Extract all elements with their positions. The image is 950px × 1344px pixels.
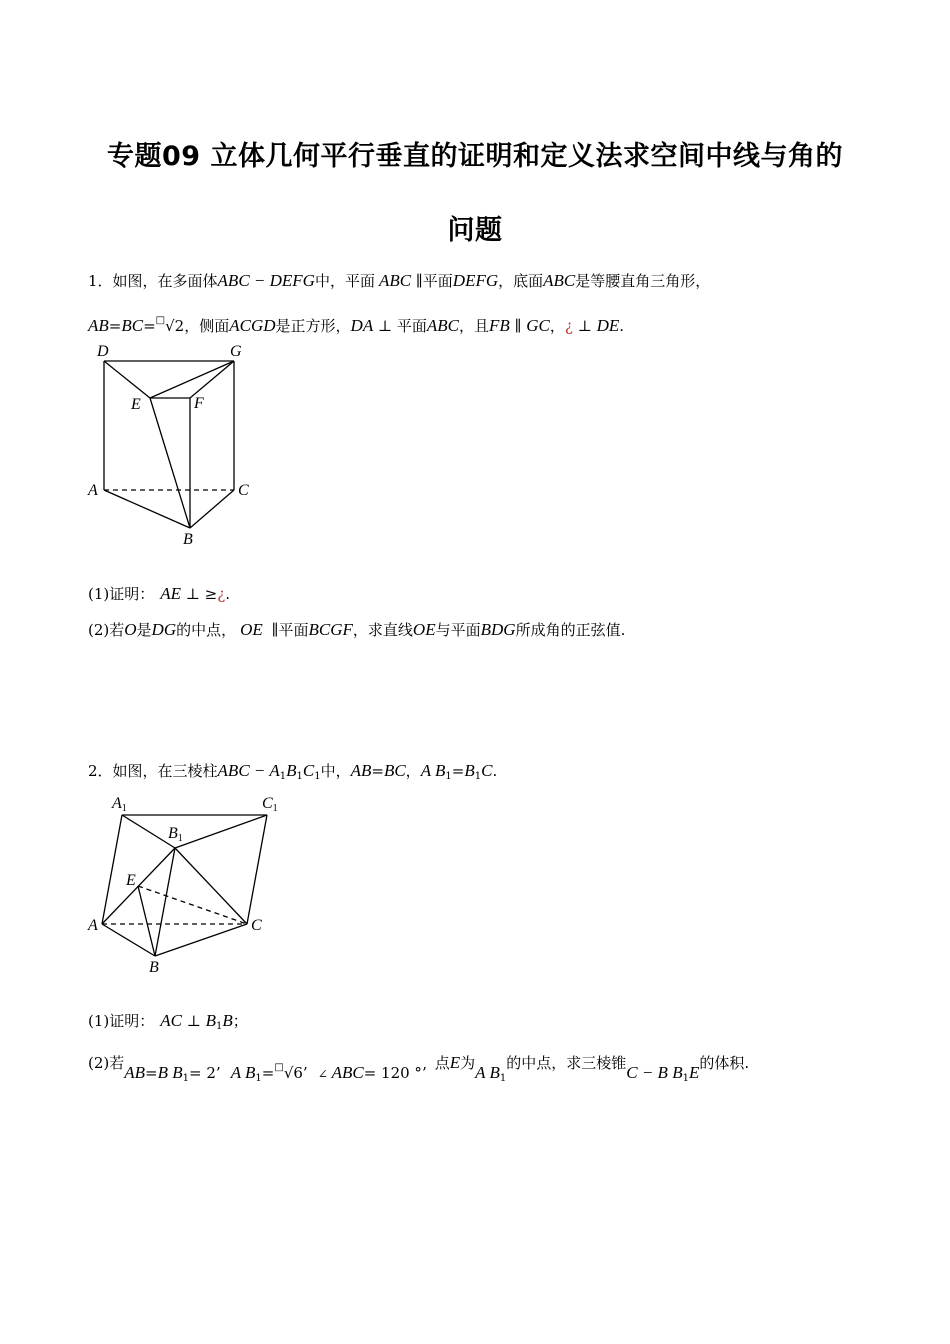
text: ， — [405, 762, 421, 780]
math: E — [688, 1063, 700, 1082]
math: DE — [596, 316, 620, 335]
math: AE — [160, 584, 182, 603]
math: ABC — [378, 271, 412, 290]
edge-B1C — [175, 848, 247, 924]
radical-index: □ — [274, 1062, 284, 1073]
text: 所成角的正弦值. — [515, 621, 626, 639]
subscript: 1 — [216, 1021, 223, 1032]
math: O — [124, 620, 137, 639]
text: ，且 — [459, 317, 490, 335]
math: = 120 ° — [363, 1064, 422, 1082]
math: BDG — [480, 620, 516, 639]
text: 平面 — [278, 621, 309, 639]
separator: ’ — [421, 1064, 427, 1082]
subscript: 1 — [314, 771, 321, 782]
math: AB — [88, 316, 109, 335]
q2-figure — [85, 790, 295, 980]
garbled-char: ¿ — [217, 585, 226, 603]
math: BCGF — [308, 620, 353, 639]
math: C — [481, 761, 493, 780]
math: BC — [121, 316, 144, 335]
perp-symbol: ⊥ — [181, 1012, 206, 1030]
edge-EB — [138, 886, 155, 956]
text: ，底面 — [498, 272, 544, 290]
math: B B — [157, 1063, 183, 1082]
separator: ’ — [302, 1064, 308, 1082]
math: BC — [383, 761, 406, 780]
edge-CB — [190, 490, 234, 528]
label-A: A — [88, 482, 98, 499]
edge-EC-hidden — [138, 886, 247, 924]
math: = — [108, 317, 122, 335]
text: 点 — [434, 1054, 450, 1072]
part-number: (2)若 — [88, 1054, 125, 1072]
math: ABC — [426, 316, 459, 335]
math: DG — [151, 620, 177, 639]
label-B: B — [183, 531, 193, 548]
math: ACGD — [229, 316, 276, 335]
math: B — [205, 1011, 217, 1030]
math: B — [286, 761, 297, 780]
math: AC — [160, 1011, 182, 1030]
math: ABC — [331, 1063, 364, 1082]
text: 的中点， — [176, 621, 237, 639]
q2-stem-line1 — [88, 760, 497, 788]
edge-AB — [104, 490, 190, 528]
subscript: 1 — [445, 771, 452, 782]
label-C: C — [251, 917, 262, 934]
text: ， — [549, 317, 565, 335]
q2-part1 — [88, 1010, 248, 1038]
edge-C1B1 — [175, 815, 267, 848]
math: C — [302, 761, 315, 780]
edge-B1B — [155, 848, 175, 956]
math: B — [464, 761, 475, 780]
math: ABC − DEFG — [217, 271, 315, 290]
text: 是正方形， — [275, 317, 351, 335]
text: ，求直线 — [352, 621, 413, 639]
q1-part2 — [88, 619, 625, 641]
text: ； — [232, 1012, 248, 1030]
math: DA — [350, 316, 374, 335]
math: AB — [350, 761, 372, 780]
edge-GF — [190, 361, 234, 398]
math: = — [261, 1064, 275, 1082]
angle-symbol: ∠ — [317, 1067, 332, 1081]
radical-index: □ — [155, 315, 166, 326]
subscript: 1 — [474, 771, 482, 782]
math: OE — [412, 620, 436, 639]
part-number: (2)若 — [88, 621, 125, 639]
text: 与平面 — [435, 621, 481, 639]
subscript: 1 — [279, 771, 287, 782]
text: 的中点，求三棱锥 — [506, 1054, 627, 1072]
math: = 2 — [189, 1064, 216, 1082]
garbled-char: ¿ — [564, 317, 573, 335]
math: A B — [475, 1063, 500, 1082]
label-C1: C1 — [262, 795, 278, 814]
label-E: E — [131, 396, 141, 413]
edge-DE — [104, 361, 150, 398]
text: 平面 — [422, 272, 453, 290]
edge-EB — [150, 398, 190, 528]
q2-number: 2．如图，在三棱柱 — [88, 762, 218, 780]
text: . — [619, 317, 625, 335]
text: . — [492, 762, 498, 780]
label-C: C — [238, 482, 249, 499]
perp-symbol: ⊥ — [373, 317, 397, 335]
edge-A1A — [102, 815, 122, 924]
edge-AB — [102, 924, 155, 956]
q1-part1 — [88, 583, 230, 605]
perp-symbol: ⊥ ≥ — [181, 585, 218, 603]
text: ，侧面 — [184, 317, 230, 335]
math: = — [143, 317, 156, 335]
label-D: D — [97, 343, 109, 360]
math: E — [449, 1053, 461, 1072]
edge-GE — [150, 361, 234, 398]
math: OE — [240, 620, 263, 639]
radical: √6 — [283, 1064, 303, 1082]
page-title: 专题09 立体几何平行垂直的证明和定义法求空间中线与角的 — [107, 141, 843, 172]
label-A: A — [88, 917, 98, 934]
perp-symbol: ⊥ — [572, 317, 597, 335]
text: 中， — [320, 762, 351, 780]
math: C − B B — [626, 1063, 683, 1082]
part-number: (1)证明： — [88, 585, 155, 603]
part-number: (1)证明： — [88, 1012, 155, 1030]
parallel-symbol: ∥ — [411, 272, 423, 290]
q1-stem-line2 — [88, 310, 624, 337]
math: A B — [230, 1063, 256, 1082]
math: ABC — [543, 271, 576, 290]
label-G: G — [230, 343, 242, 360]
subscript: 1 — [682, 1073, 689, 1084]
text: 是等腰直角三角形， — [575, 272, 711, 290]
label-B: B — [149, 959, 159, 976]
text: . — [225, 585, 231, 603]
label-B1: B1 — [168, 825, 183, 844]
q1-figure — [85, 340, 265, 550]
parallel-symbol: ∥ — [266, 621, 279, 639]
separator: ’ — [215, 1064, 221, 1082]
q2-part2 — [88, 1047, 750, 1084]
page-title-continued: 问题 — [447, 215, 503, 246]
q1-number: 1．如图，在多面体 — [88, 272, 218, 290]
edge-C1C — [247, 815, 267, 924]
text: 的体积. — [699, 1054, 750, 1072]
subscript: 1 — [296, 771, 303, 782]
text: 是 — [136, 621, 152, 639]
parallel-symbol: ∥ — [509, 317, 527, 335]
label-A1: A1 — [112, 795, 127, 814]
subscript: 1 — [255, 1073, 262, 1084]
math: B — [222, 1011, 233, 1030]
text: 中，平面 — [314, 272, 375, 290]
label-E: E — [126, 872, 136, 889]
edge-CB — [155, 924, 247, 956]
subscript: 1 — [182, 1073, 190, 1084]
subscript: 1 — [499, 1073, 507, 1084]
math: AB — [124, 1063, 146, 1082]
text: 平面 — [396, 317, 427, 335]
math: = — [451, 762, 465, 780]
math: = — [371, 762, 384, 780]
math: ABC − A — [217, 761, 280, 780]
math: DEFG — [452, 271, 499, 290]
math: FB — [489, 316, 510, 335]
math: GC — [526, 316, 550, 335]
math: A B — [420, 761, 446, 780]
radical: √2 — [165, 317, 185, 335]
math: = — [145, 1064, 158, 1082]
text: 为 — [460, 1054, 476, 1072]
q1-stem-line1 — [88, 270, 710, 292]
label-F: F — [194, 395, 204, 412]
